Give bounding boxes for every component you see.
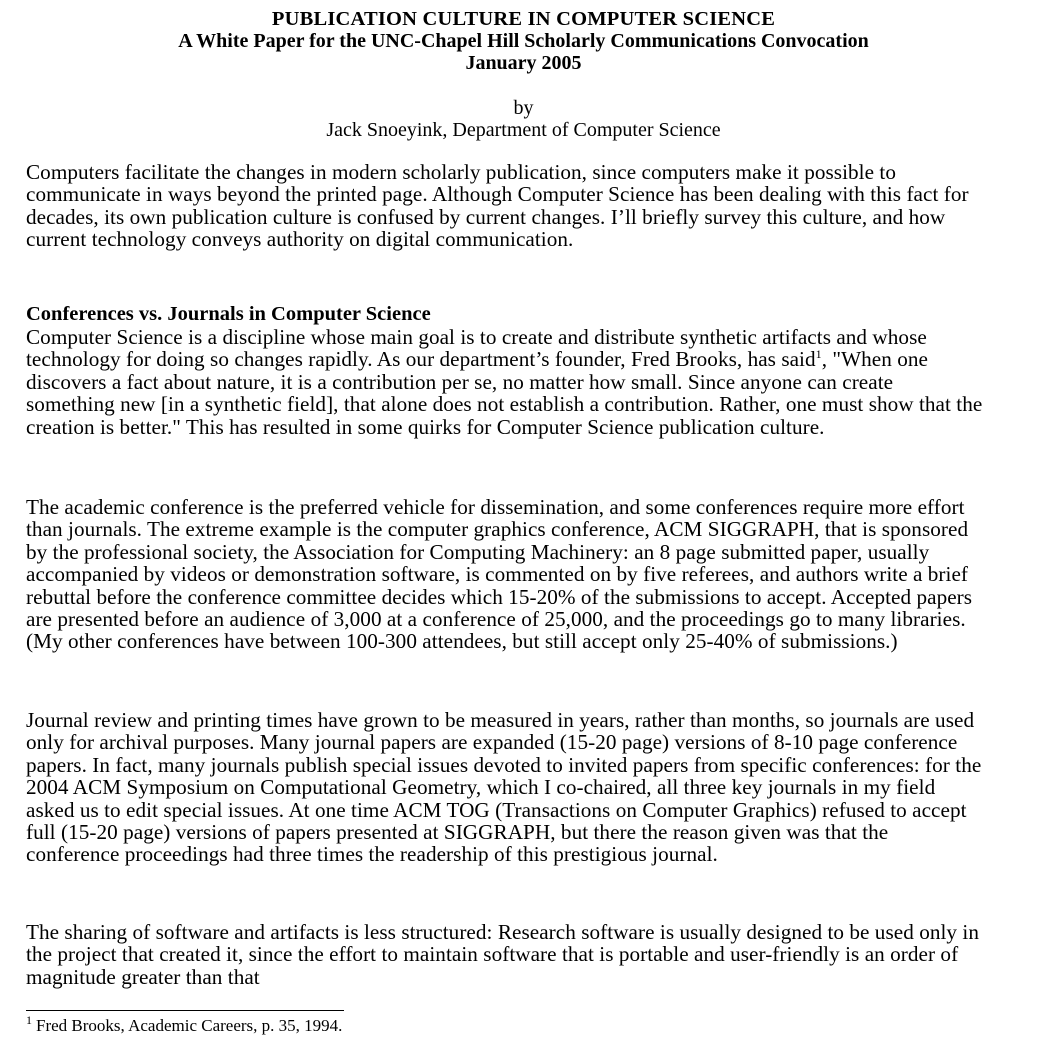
footnote-mark: 1 [26, 1013, 32, 1028]
paragraph-1-start: Computer Science is a discipline whose main goal is to create and distribute synthetic artifacts and whose technology for doing so changes rapidly. As our department’s founder, Fred Brooks, has said [26, 325, 927, 372]
paragraph-3: Journal review and printing times have grown to be measured in years, rather than months, so journals are used only for archival purposes. Many journal papers are expanded (15-20 page) versions of 8-10 page conference papers. In fact, many journals publish special issues devoted to invited papers from specific conferences: for the 2004 ACM Symposium on Computational Geometry, which I co-chaired, all three key journals in my field asked us to edit special issues. At one time ACM TOG (Transactions on Computer Graphics) refused to accept full (15-20 page) versions of papers presented at SIGGRAPH, but there the reason given was that the conference proceedings had three times the readership of this prestigious journal. [26, 708, 982, 867]
paragraph-4: The sharing of software and artifacts is less structured: Research software is usually designed to be used only in the project that created it, since the effort to maintain software that is portable and user-friendly is an order of magnitude greater than that [26, 920, 979, 989]
paragraph-2: The academic conference is the preferred vehicle for dissemination, and some conferences require more effort than journals. The extreme example is the computer graphics conference, ACM SIGGRAPH, that is sponsored by the professional society, the Association for Computing Machinery: an 8 page submitted paper, usually accompanied by videos or demonstration software, is commented on by five referees, and authors write a brief rebuttal before the conference committee decides which 15-20% of the submissions to accept. Accepted papers are presented before an audience of 3,000 at a conference of 25,000, and the proceedings go to many libraries. (My other conferences have between 100-300 attendees, but still accept only 25-40% of submissions.) [26, 495, 973, 654]
footnote-text: Fred Brooks, Academic Careers, p. 35, 1994. [36, 1016, 343, 1035]
intro-paragraph: Computers facilitate the changes in modern scholarly publication, since computers make it possible to communicate in ways beyond the printed page. Although Computer Science has been dealing with this fact for decades, its own publication culture is confused by current changes. I’ll briefly survey this culture, and how current technology conveys authority on digital communication. [26, 160, 969, 252]
document-date: January 2005 [465, 52, 582, 74]
author-line: Jack Snoeyink, Department of Computer Science [326, 119, 721, 141]
footnote-reference[interactable]: 1 [815, 347, 822, 362]
footnote-divider [26, 1010, 344, 1011]
document-subtitle: A White Paper for the UNC-Chapel Hill Scholarly Communications Convocation [178, 30, 869, 52]
paragraph-1-end: , "When one discovers a fact about nature, it is a contribution per se, no matter how small. Since anyone can create something new [in a synthetic field], that alone does not establish a contribution. Rather, one must show that the creation is better." This has resulted in some quirks for Computer Science publication culture. [26, 347, 983, 439]
section-heading: Conferences vs. Journals in Computer Science [26, 303, 431, 325]
document-title: PUBLICATION CULTURE IN COMPUTER SCIENCE [271, 8, 776, 30]
footnote [26, 1013, 343, 1036]
paragraph-1 [26, 326, 986, 438]
byline-by: by [513, 97, 534, 119]
